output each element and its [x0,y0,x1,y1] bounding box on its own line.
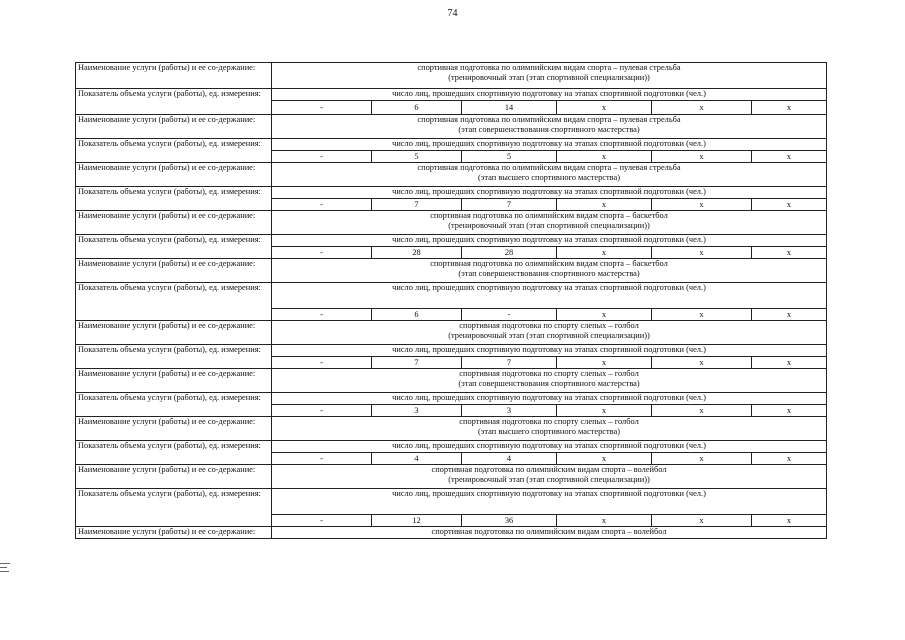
table-row [76,235,827,247]
service-name-label: Наименование услуги (работы) и ее со-держание: [76,115,272,139]
service-name-label: Наименование услуги (работы) и ее со-держание: [76,465,272,489]
table-row [76,187,827,199]
indicator-label: Показатель объема услуги (работы), ед. измерения: [76,187,272,211]
value-cell: 14 [462,101,557,115]
value-cell: 3 [372,405,462,417]
value-cell: - [272,151,372,163]
service-name-label: Наименование услуги (работы) и ее со-держание: [76,63,272,89]
value-cell: - [272,405,372,417]
table-row [76,489,827,515]
service-content-cell [272,259,827,283]
service-title: спортивная подготовка по олимпийским видам спорта – пулевая стрельба [417,163,681,172]
service-content-cell [272,163,827,187]
service-stage: (этап высшего спортивного мастерства) [478,173,621,182]
indicator-text: число лиц, прошедших спортивную подготовку на этапах спортивной подготовки (чел.) [272,283,827,309]
indicator-label: Показатель объема услуги (работы), ед. измерения: [76,139,272,163]
value-cell: - [462,309,557,321]
value-cell: 7 [462,357,557,369]
indicator-label: Показатель объема услуги (работы), ед. измерения: [76,89,272,115]
indicator-label: Показатель объема услуги (работы), ед. измерения: [76,345,272,369]
service-content-cell [272,211,827,235]
service-title: спортивная подготовка по спорту слепых – голбол [459,417,639,426]
value-cell: 12 [372,515,462,527]
service-name-label: Наименование услуги (работы) и ее со-держание: [76,163,272,187]
value-cell: - [272,247,372,259]
value-cell: x [752,151,827,163]
table-row [76,465,827,489]
value-cell: - [272,309,372,321]
service-name-label: Наименование услуги (работы) и ее со-держание: [76,321,272,345]
value-cell: 7 [462,199,557,211]
value-cell: x [652,405,752,417]
table-row [76,441,827,453]
indicator-label: Показатель объема услуги (работы), ед. измерения: [76,283,272,321]
value-cell: 7 [372,199,462,211]
service-content-cell [272,63,827,89]
service-name-label: Наименование услуги (работы) и ее со-держание: [76,259,272,283]
indicator-text: число лиц, прошедших спортивную подготовку на этапах спортивной подготовки (чел.) [272,345,827,357]
service-title: спортивная подготовка по олимпийским видам спорта – пулевая стрельба [417,63,681,72]
value-cell: x [557,101,652,115]
value-cell: x [652,199,752,211]
service-stage: (этап совершенствования спортивного мастерства) [458,269,640,278]
service-content-cell [272,369,827,393]
page-number: 74 [447,8,458,19]
service-name-label: Наименование услуги (работы) и ее со-держание: [76,417,272,441]
table-row [76,63,827,89]
indicator-label: Показатель объема услуги (работы), ед. измерения: [76,235,272,259]
indicator-text: число лиц, прошедших спортивную подготовку на этапах спортивной подготовки (чел.) [272,187,827,199]
value-cell: 4 [372,453,462,465]
value-cell: - [272,357,372,369]
value-cell: x [652,247,752,259]
table-row [76,259,827,283]
service-title: спортивная подготовка по олимпийским видам спорта – пулевая стрельба [417,115,681,124]
service-stage: (этап совершенствования спортивного мастерства) [458,379,640,388]
service-stage: (этап совершенствования спортивного мастерства) [458,125,640,134]
service-stage: (тренировочный этап (этап спортивной специализации)) [448,73,650,82]
value-cell: x [752,405,827,417]
table-row [76,283,827,309]
value-cell: x [557,357,652,369]
value-cell: x [557,515,652,527]
service-title: спортивная подготовка по спорту слепых – голбол [459,369,639,378]
value-cell: 28 [372,247,462,259]
value-cell: 28 [462,247,557,259]
value-cell: x [652,151,752,163]
value-cell: x [752,101,827,115]
value-cell: x [652,515,752,527]
service-title: спортивная подготовка по олимпийским видам спорта – баскетбол [430,259,668,268]
table-row [76,369,827,393]
service-content-cell [272,321,827,345]
table-row [76,393,827,405]
table-row [76,139,827,151]
value-cell: - [272,515,372,527]
value-cell: x [557,199,652,211]
value-cell: - [272,453,372,465]
value-cell: x [752,453,827,465]
service-content-cell [272,115,827,139]
value-cell: 5 [372,151,462,163]
value-cell: x [652,101,752,115]
indicator-text: число лиц, прошедших спортивную подготовку на этапах спортивной подготовки (чел.) [272,235,827,247]
value-cell: 4 [462,453,557,465]
service-content-cell [272,465,827,489]
service-title: спортивная подготовка по спорту слепых – голбол [459,321,639,330]
indicator-text: число лиц, прошедших спортивную подготовку на этапах спортивной подготовки (чел.) [272,393,827,405]
value-cell: x [652,309,752,321]
margin-mark [0,567,7,569]
value-cell: x [557,405,652,417]
table-row [76,211,827,235]
table-row [76,417,827,441]
value-cell: - [272,101,372,115]
indicator-text: число лиц, прошедших спортивную подготовку на этапах спортивной подготовки (чел.) [272,441,827,453]
services-table [75,62,827,539]
table-row [76,163,827,187]
indicator-label: Показатель объема услуги (работы), ед. измерения: [76,489,272,527]
value-cell: - [272,199,372,211]
value-cell: 36 [462,515,557,527]
indicator-text: число лиц, прошедших спортивную подготовку на этапах спортивной подготовки (чел.) [272,89,827,101]
value-cell: x [652,453,752,465]
value-cell: x [752,247,827,259]
service-stage: (этап высшего спортивного мастерства) [478,427,621,436]
value-cell: 5 [462,151,557,163]
margin-mark [0,571,9,573]
value-cell: 7 [372,357,462,369]
value-cell: x [652,357,752,369]
value-cell: 3 [462,405,557,417]
service-title: спортивная подготовка по олимпийским видам спорта – баскетбол [430,211,668,220]
indicator-label: Показатель объема услуги (работы), ед. измерения: [76,393,272,417]
margin-mark [0,563,10,565]
service-name-label: Наименование услуги (работы) и ее со-держание: [76,369,272,393]
value-cell: x [752,515,827,527]
table-row [76,89,827,101]
service-name-label: Наименование услуги (работы) и ее со-держание: [76,211,272,235]
table-row [76,321,827,345]
indicator-text: число лиц, прошедших спортивную подготовку на этапах спортивной подготовки (чел.) [272,139,827,151]
service-stage: (тренировочный этап (этап спортивной специализации)) [448,475,650,484]
service-content-cell [272,417,827,441]
value-cell: x [752,309,827,321]
table-row [76,527,827,539]
value-cell: x [752,199,827,211]
indicator-text: число лиц, прошедших спортивную подготовку на этапах спортивной подготовки (чел.) [272,489,827,515]
service-stage: (тренировочный этап (этап спортивной специализации)) [448,331,650,340]
service-name-label: Наименование услуги (работы) и ее со-держание: [76,527,272,539]
value-cell: x [752,357,827,369]
table-body [76,63,827,539]
table-row [76,115,827,139]
service-title: спортивная подготовка по олимпийским видам спорта – волейбол [272,527,827,539]
value-cell: x [557,453,652,465]
service-stage: (тренировочный этап (этап спортивной специализации)) [448,221,650,230]
table-row [76,345,827,357]
value-cell: 6 [372,309,462,321]
value-cell: x [557,247,652,259]
value-cell: x [557,309,652,321]
value-cell: 6 [372,101,462,115]
service-title: спортивная подготовка по олимпийским видам спорта – волейбол [431,465,667,474]
indicator-label: Показатель объема услуги (работы), ед. измерения: [76,441,272,465]
value-cell: x [557,151,652,163]
